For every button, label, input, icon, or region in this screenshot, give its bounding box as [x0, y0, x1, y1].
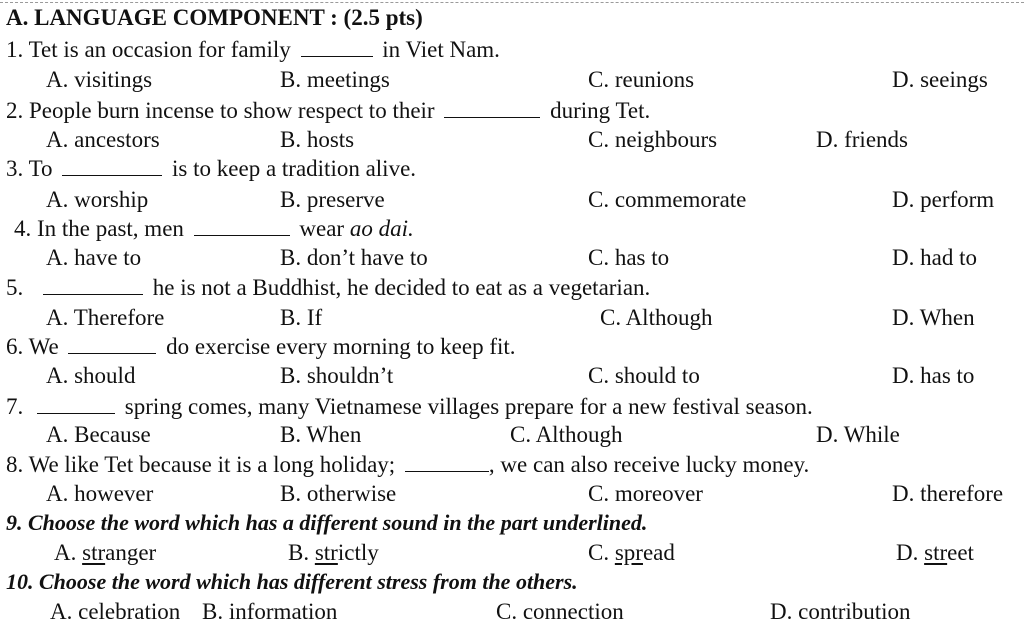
answer-blank	[405, 451, 489, 472]
option-a: A. ancestors	[46, 127, 160, 152]
stem-text: , we can also receive lucky money.	[488, 452, 810, 477]
question-7-stem	[6, 393, 813, 421]
option-rest: eet	[947, 540, 974, 565]
option-letter: D.	[896, 540, 925, 565]
underlined-part: spr	[614, 540, 643, 565]
option-b: B. When	[280, 422, 362, 447]
stem-text: Tet is an occasion for family	[28, 37, 291, 62]
option-c: C. reunions	[588, 67, 695, 92]
option-a: A. Because	[46, 422, 151, 447]
option-d: D. friends	[816, 127, 908, 152]
option-c: C. Although	[510, 422, 623, 447]
question-8-stem	[6, 451, 809, 479]
option-b	[288, 539, 379, 567]
option-d: D. seeings	[892, 67, 988, 92]
question-3-stem	[6, 155, 416, 183]
option-b: B. information	[202, 599, 338, 624]
question-6-stem	[6, 333, 516, 361]
section-title: A. LANGUAGE COMPONENT : (2.5 pts)	[6, 5, 423, 30]
stem-text: during Tet.	[550, 98, 651, 123]
option-c	[588, 539, 675, 567]
option-c: C. neighbours	[588, 127, 718, 152]
question-number: 9.	[6, 510, 23, 535]
option-c: C. Although	[600, 305, 713, 330]
question-5-stem	[6, 274, 650, 302]
stem-text: do exercise every morning to keep fit.	[166, 334, 516, 359]
answer-blank	[194, 215, 290, 236]
question-number: 1.	[6, 37, 24, 62]
option-b: B. shouldn’t	[280, 363, 394, 388]
stem-text: We like Tet because it is a long holiday;	[28, 452, 396, 477]
stem-text: Choose the word which has different stress from the others.	[39, 569, 578, 594]
option-rest: ead	[642, 540, 675, 565]
option-a: A. visitings	[46, 67, 153, 92]
option-c: C. has to	[588, 245, 670, 270]
option-a: A. worship	[46, 187, 149, 212]
stem-text: We	[28, 334, 59, 359]
option-d: D. therefore	[892, 481, 1004, 506]
top-divider	[0, 2, 1024, 3]
question-number: 8.	[6, 452, 24, 477]
option-b: B. If	[280, 305, 323, 330]
option-c: C. moreover	[588, 481, 703, 506]
option-d: D. contribution	[770, 599, 911, 624]
answer-blank	[62, 155, 162, 176]
stem-text: People burn incense to show respect to their	[29, 98, 435, 123]
stem-italic-text: ao dai.	[349, 216, 414, 241]
question-2-stem	[6, 97, 650, 125]
option-letter: C.	[588, 540, 615, 565]
stem-text: is to keep a tradition alive.	[172, 156, 417, 181]
stem-text: Choose the word which has a different sound in the part underlined.	[28, 510, 648, 535]
answer-blank	[43, 274, 143, 295]
underlined-part: str	[314, 540, 338, 565]
option-b: B. meetings	[280, 67, 390, 92]
option-b: B. otherwise	[280, 481, 397, 506]
option-a: A. however	[46, 481, 154, 506]
question-number: 3.	[6, 156, 24, 181]
option-c: C. connection	[496, 599, 624, 624]
stem-text: In the past, men	[37, 216, 184, 241]
question-4-stem	[14, 215, 414, 243]
answer-blank	[37, 393, 115, 414]
option-d: D. perform	[892, 187, 995, 212]
option-b: B. don’t have to	[280, 245, 428, 270]
question-1-stem	[6, 36, 500, 64]
option-a	[54, 539, 156, 567]
stem-text: he is not a Buddhist, he decided to eat as a vegetarian.	[152, 275, 651, 300]
question-number: 2.	[6, 98, 24, 123]
option-b: B. preserve	[280, 187, 385, 212]
option-d: D. When	[892, 305, 975, 330]
underlined-part: str	[924, 540, 948, 565]
question-number: 5.	[6, 275, 24, 300]
option-rest: anger	[105, 540, 157, 565]
option-letter: B.	[288, 540, 315, 565]
answer-blank	[68, 333, 156, 354]
option-a: A. Therefore	[46, 305, 165, 330]
stem-text: wear	[299, 216, 345, 241]
question-number: 10.	[6, 569, 34, 594]
option-letter: A.	[54, 540, 83, 565]
question-9-stem	[6, 509, 647, 537]
underlined-part: str	[82, 540, 106, 565]
option-d: D. While	[816, 422, 900, 447]
option-d: D. had to	[892, 245, 977, 270]
question-number: 6.	[6, 334, 24, 359]
stem-text: spring comes, many Vietnamese villages prepare for a new festival season.	[124, 394, 813, 419]
option-d	[896, 539, 974, 567]
option-a: A. celebration	[50, 599, 181, 624]
question-10-stem	[6, 568, 578, 596]
option-c: C. should to	[588, 363, 700, 388]
option-a: A. have to	[46, 245, 142, 270]
stem-text: in Viet Nam.	[382, 37, 500, 62]
stem-text: To	[28, 156, 53, 181]
option-rest: ictly	[337, 540, 379, 565]
question-number: 7.	[6, 394, 24, 419]
answer-blank	[301, 36, 373, 57]
option-a: A. should	[46, 363, 136, 388]
answer-blank	[444, 97, 540, 118]
question-number: 4.	[14, 216, 32, 241]
option-b: B. hosts	[280, 127, 355, 152]
option-d: D. has to	[892, 363, 975, 388]
option-c: C. commemorate	[588, 187, 747, 212]
